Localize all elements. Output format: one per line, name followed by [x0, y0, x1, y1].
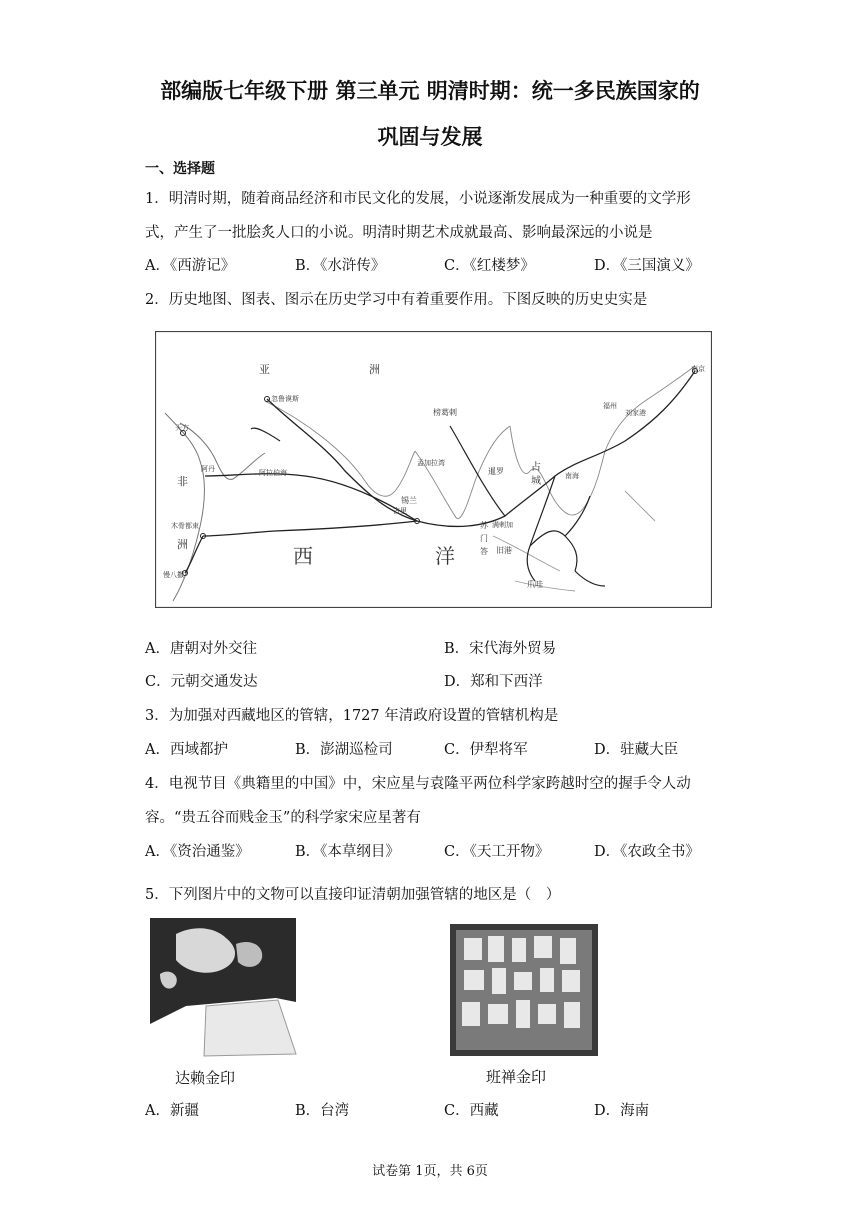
q3-option-c[interactable]: C．伊犁将军	[444, 742, 528, 758]
map-label-asia2: 洲	[369, 363, 380, 376]
q2-option-c[interactable]: C．元朝交通发达	[145, 674, 258, 690]
q1-text-line2: 式，产生了一批脍炙人口的小说。明清时期艺术成就最高、影响最深远的小说是	[145, 225, 653, 241]
map-label-sumatra3: 答	[480, 547, 488, 556]
page-title-line1: 部编版七年级下册 第三单元 明清时期：统一多民族国家的	[160, 79, 700, 103]
map-label-liujia: 刘家港	[625, 409, 646, 417]
q2-option-a[interactable]: A．唐朝对外交往	[145, 641, 257, 657]
q4-text-line1: 4．电视节目《典籍里的中国》中，宋应星与袁隆平两位科学家跨越时空的握手令人动	[145, 776, 691, 792]
panchen-gold-seal-photo	[450, 924, 598, 1056]
q4-option-c[interactable]: C．《天工开物》	[444, 844, 550, 860]
q5-option-b[interactable]: B．台湾	[295, 1103, 350, 1119]
q1-option-b[interactable]: B．《水浒传》	[295, 258, 386, 274]
map-label-asia1: 亚	[259, 363, 270, 376]
map-label-sea: 南海	[565, 472, 579, 480]
q1-option-d[interactable]: D．《三国演义》	[594, 258, 700, 274]
map-label-guli: 古里	[393, 507, 407, 515]
map-label-malindi: 慢八撒	[163, 571, 184, 579]
zheng-he-voyage-map	[155, 331, 712, 608]
q5-option-a[interactable]: A．新疆	[145, 1103, 199, 1119]
q1-option-c[interactable]: C．《红楼梦》	[444, 258, 535, 274]
map-label-palembang: 旧港	[496, 546, 512, 555]
q2-option-b[interactable]: B．宋代海外贸易	[444, 641, 557, 657]
section-heading: 一、选择题	[145, 161, 215, 177]
map-label-champa2: 城	[531, 476, 541, 487]
map-label-africa2: 洲	[177, 538, 188, 551]
map-label-nanjing: 南京	[691, 365, 705, 373]
map-label-java: 爪哇	[527, 580, 543, 589]
map-label-arabian-sea: 阿拉伯海	[259, 469, 287, 477]
dalai-gold-seal-photo	[146, 914, 304, 1058]
map-label-africa1: 非	[177, 475, 188, 488]
q1-text-line1: 1．明清时期，随着商品经济和市民文化的发展，小说逐渐发展成为一种重要的文学形	[145, 191, 691, 207]
q1-option-a[interactable]: A．《西游记》	[145, 258, 236, 274]
panchen-seal-caption: 班禅金印	[486, 1068, 547, 1086]
q5-option-c[interactable]: C．西藏	[444, 1103, 499, 1119]
map-label-malacca: 满剌加	[492, 521, 513, 529]
map-label-mogadishu: 木骨都束	[171, 522, 199, 530]
map-label-siam: 暹罗	[488, 467, 504, 476]
q2-text-line1: 2．历史地图、图表、图示在历史学习中有着重要作用。下图反映的历史史实是	[145, 292, 648, 308]
map-label-aden: 阿丹	[201, 465, 215, 473]
q4-option-b[interactable]: B．《本草纲目》	[295, 844, 400, 860]
q4-option-d[interactable]: D．《农政全书》	[594, 844, 700, 860]
dalai-seal-caption: 达赖金印	[175, 1069, 236, 1087]
map-label-ceylon: 锡兰	[401, 496, 417, 505]
map-label-champa1: 占	[531, 462, 541, 473]
q5-option-d[interactable]: D．海南	[594, 1103, 650, 1119]
q2-option-d[interactable]: D．郑和下西洋	[444, 674, 543, 690]
map-label-hormuz: 忽鲁谟斯	[271, 395, 299, 403]
q3-option-d[interactable]: D．驻藏大臣	[594, 742, 679, 758]
map-label-ocean2: 洋	[435, 544, 455, 568]
map-label-bengal: 榜葛剌	[433, 408, 457, 417]
map-label-sumatra2: 门	[480, 534, 488, 543]
q5-text-line1: 5．下列图片中的文物可以直接印证清朝加强管辖的地区是（ ）	[145, 887, 561, 903]
page-title-line2: 巩固与发展	[377, 125, 483, 149]
map-label-fujian: 福州	[603, 402, 617, 410]
q3-option-a[interactable]: A．西域都护	[145, 742, 228, 758]
q3-option-b[interactable]: B．澎湖巡检司	[295, 742, 393, 758]
page-footer: 试卷第 1页，共 6页	[372, 1164, 488, 1179]
map-label-bay: 孟加拉湾	[417, 459, 445, 467]
q4-text-line2: 容。“贵五谷而贱金玉”的科学家宋应星著有	[145, 810, 421, 826]
q3-text-line1: 3．为加强对西藏地区的管辖，1727 年清政府设置的管辖机构是	[145, 708, 559, 724]
map-label-ocean1: 西	[293, 544, 313, 568]
map-label-sumatra1: 苏	[480, 521, 488, 530]
map-label-tianfang: 天方	[175, 424, 189, 432]
q4-option-a[interactable]: A．《资治通鉴》	[145, 844, 250, 860]
